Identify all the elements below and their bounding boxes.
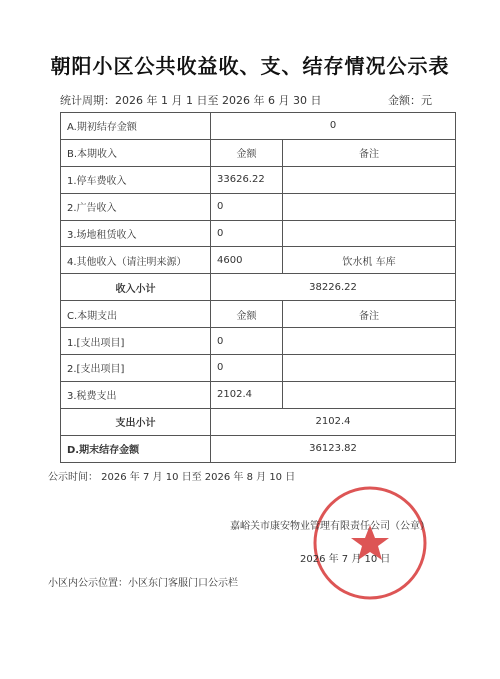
expense-subtotal-amount: 2102.4 (211, 408, 456, 435)
ad-income-note (283, 193, 456, 220)
expense-item-1-label: 1.[支出项目] (61, 328, 211, 355)
rent-income-label: 3.场地租赁收入 (61, 220, 211, 247)
parking-income-amount: 33626.22 (211, 166, 283, 193)
company-seal (310, 483, 430, 603)
expense-note-header: 备注 (283, 301, 456, 328)
expense-item-1-note (283, 328, 456, 355)
table-row (61, 274, 456, 301)
other-income-label: 4.其他收入（请注明来源） (61, 247, 211, 274)
income-subtotal-amount: 38226.22 (211, 274, 456, 301)
expense-item-2-label: 2.[支出项目] (61, 355, 211, 382)
ad-income-label: 2.广告收入 (61, 193, 211, 220)
signing-date: 2026 年 7 月 10 日 (300, 554, 391, 565)
closing-balance-label: D.期末结存金额 (61, 435, 211, 462)
expense-section-label: C.本期支出 (61, 301, 211, 328)
table-row (61, 247, 456, 274)
income-note-header: 备注 (283, 139, 456, 166)
table-row (61, 355, 456, 382)
expense-item-1-amount: 0 (211, 328, 283, 355)
company-name: 嘉峪关市康安物业管理有限责任公司（公章） (230, 521, 430, 532)
amount-unit: 金额：元 (388, 94, 432, 107)
publication-period: 公示时间： 2026 年 7 月 10 日至 2026 年 8 月 10 日 (48, 472, 296, 483)
tax-expense-label: 3.税费支出 (61, 381, 211, 408)
table-row (61, 408, 456, 435)
closing-balance-amount: 36123.82 (211, 435, 456, 462)
ad-income-amount: 0 (211, 193, 283, 220)
tax-expense-amount: 2102.4 (211, 381, 283, 408)
table-row (61, 193, 456, 220)
expense-item-2-amount: 0 (211, 355, 283, 382)
page-title: 朝阳小区公共收益收、支、结存情况公示表 (50, 54, 450, 78)
table-row (61, 220, 456, 247)
posting-location: 小区内公示位置：小区东门客服门口公示栏 (48, 578, 238, 589)
expense-subtotal-label: 支出小计 (61, 408, 211, 435)
statistics-period: 统计周期：2026 年 1 月 1 日至 2026 年 6 月 30 日 (60, 94, 322, 107)
parking-income-label: 1.停车费收入 (61, 166, 211, 193)
opening-balance-amount: 0 (211, 113, 456, 140)
tax-expense-note (283, 381, 456, 408)
other-income-amount: 4600 (211, 247, 283, 274)
table-row (61, 301, 456, 328)
table-row (61, 328, 456, 355)
income-amount-header: 金额 (211, 139, 283, 166)
table-row (61, 381, 456, 408)
expense-amount-header: 金额 (211, 301, 283, 328)
other-income-note: 饮水机 车库 (283, 247, 456, 274)
table-row (61, 435, 456, 462)
table-row (61, 139, 456, 166)
parking-income-note (283, 166, 456, 193)
income-subtotal-label: 收入小计 (61, 274, 211, 301)
rent-income-amount: 0 (211, 220, 283, 247)
table-row (61, 166, 456, 193)
expense-item-2-note (283, 355, 456, 382)
income-expense-table (60, 112, 456, 463)
table-row (61, 113, 456, 140)
rent-income-note (283, 220, 456, 247)
opening-balance-label: A.期初结存金额 (61, 113, 211, 140)
income-section-label: B.本期收入 (61, 139, 211, 166)
